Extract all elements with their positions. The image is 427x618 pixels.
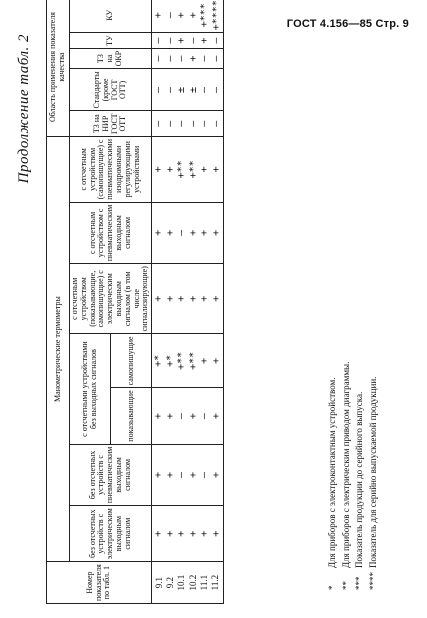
- table-cell: +: [164, 166, 176, 173]
- col-header-recording: самопишущие: [111, 334, 152, 388]
- table-cell: —: [199, 413, 211, 420]
- values-tz-okr: [152, 48, 224, 69]
- table-cell: +: [153, 229, 165, 236]
- values-ku: [152, 0, 224, 33]
- table-cell: +***: [199, 3, 211, 28]
- table-cell: +: [199, 166, 211, 173]
- table-cell: +: [187, 530, 199, 537]
- table-cell: +**: [176, 160, 188, 179]
- row-number: 9.2: [165, 576, 176, 589]
- footnote: [326, 362, 340, 590]
- group-header-scope: Область применения показателя качества: [47, 0, 70, 136]
- table-cell: +: [153, 530, 165, 537]
- table-cell: +: [187, 12, 199, 19]
- table-cell: +**: [176, 351, 188, 370]
- footnotes: [326, 362, 380, 590]
- table-cell: —: [153, 120, 165, 127]
- table-cell: —: [176, 55, 188, 62]
- footnote-text: Показатель для серийно выпускаемой продукции.: [367, 376, 378, 568]
- table-cell: +: [153, 295, 165, 302]
- table-cell: +: [187, 413, 199, 420]
- table-cell: +: [153, 471, 165, 478]
- table-cell: +: [199, 295, 211, 302]
- table-cell: +: [199, 530, 211, 537]
- table-cell: +: [153, 12, 165, 19]
- table-cell: —: [187, 120, 199, 127]
- table-cell: +: [199, 357, 211, 364]
- footnote-mark: *: [327, 585, 337, 590]
- table-cell: —: [164, 55, 176, 62]
- table-cell: +*: [153, 354, 165, 367]
- col-header-standards: Стандарты (кроме ГОСТ ОТТ): [70, 69, 152, 111]
- table-cell: —: [176, 229, 188, 236]
- col-header-no-device-electric: без отсчетных устройств с электрическим выходным сигналом: [70, 506, 152, 562]
- table-cell: +*: [164, 354, 176, 367]
- table-cell: —: [199, 55, 211, 62]
- table-cell: +: [176, 530, 188, 537]
- table-cell: —: [164, 86, 176, 93]
- table-cell: +: [164, 295, 176, 302]
- table-cell: —: [153, 37, 165, 44]
- col-header-with-device-electric: с отсчетным устройством (показывающие, самопишущие) с электрическим выходным сигналом (в том числе сигнализирующие): [70, 264, 152, 334]
- row-number: 11.1: [198, 574, 209, 591]
- table-cell: —: [176, 471, 188, 478]
- table-cell: —: [210, 86, 222, 93]
- col-header-with-device-regulating: с отсчетным устройством (самопишущие) с пневматическими изодромными регулирующими устройствами: [70, 136, 152, 202]
- col-header-indicating: показывающие: [111, 388, 152, 444]
- row-number: 10.1: [176, 574, 187, 591]
- table-cell: +: [210, 413, 222, 420]
- row-numbers-cell: [152, 562, 224, 604]
- table-cell: +: [210, 530, 222, 537]
- table-cell: +: [187, 229, 199, 236]
- table-cell: ±: [187, 86, 199, 93]
- footnote: [340, 362, 354, 590]
- quality-indicators-table: [46, 0, 224, 604]
- col-header-ku: КУ: [70, 0, 152, 33]
- col-header-tz-okr: ТЗ на ОКР: [70, 48, 152, 69]
- values-with-device-pneumatic: [152, 202, 224, 263]
- values-no-device-pneumatic: [152, 444, 224, 505]
- table-cell: +: [187, 295, 199, 302]
- table-cell: +: [199, 229, 211, 236]
- table-cell: +: [164, 413, 176, 420]
- table-cell: +**: [187, 160, 199, 179]
- table-cell: —: [199, 86, 211, 93]
- values-tu: [152, 33, 224, 49]
- footnote: [353, 362, 367, 590]
- footnote-text: Для приборов с электрическим приводом диаграммы.: [340, 361, 351, 568]
- table-cell: —: [176, 120, 188, 127]
- footnote-text: Для приборов с электроконтактным устройством.: [327, 377, 337, 568]
- table-cell: ±: [176, 86, 188, 93]
- table-cell: +: [176, 37, 188, 44]
- table-cell: —: [199, 120, 211, 127]
- values-indicating: [152, 388, 224, 444]
- row-number: 10.2: [187, 574, 198, 591]
- table-cell: +: [187, 471, 199, 478]
- col-header-tu: ТУ: [70, 33, 152, 49]
- footnote-mark: **: [340, 581, 351, 590]
- table-cell: +: [210, 229, 222, 236]
- table-cell: —: [153, 86, 165, 93]
- values-standards: [152, 69, 224, 111]
- continuation-title: Продолжение табл. 2: [16, 34, 32, 184]
- table-cell: +: [153, 166, 165, 173]
- table-cell: +: [210, 166, 222, 173]
- values-tz-nir: [152, 111, 224, 137]
- table-cell: +: [210, 471, 222, 478]
- table-cell: —: [176, 413, 188, 420]
- footnote: [367, 362, 381, 590]
- table-cell: +: [176, 295, 188, 302]
- table-cell: —: [210, 55, 222, 62]
- row-number: 9.1: [153, 576, 164, 589]
- values-recording: [152, 334, 224, 388]
- footnote-mark: ****: [367, 572, 378, 590]
- table-cell: +: [210, 295, 222, 302]
- table-cell: —: [164, 12, 176, 19]
- col-header-with-device-group: с отсчетными устройствами без выходных сигналов: [70, 334, 111, 444]
- table-cell: +: [164, 229, 176, 236]
- group-header-manometric: Манометрические термометры: [47, 136, 70, 561]
- page-header: ГОСТ 4.156—85 Стр. 9: [286, 18, 409, 30]
- table-cell: +**: [187, 351, 199, 370]
- values-with-device-regulating: [152, 136, 224, 202]
- table-cell: +****: [210, 0, 222, 31]
- row-number: 11.2: [210, 574, 221, 591]
- col-header-with-device-pneumatic: с отсчетным устройством с пневматическим выходным сигналом: [70, 202, 152, 263]
- col-header-no-device-pneumatic: без отсчетных устройств с пневматическим выходным сигналом: [70, 444, 152, 505]
- footnote-mark: ***: [354, 576, 364, 590]
- table-cell: —: [210, 37, 222, 44]
- table-cell: +: [176, 12, 188, 19]
- values-no-device-electric: [152, 506, 224, 562]
- table-cell: +: [210, 357, 222, 364]
- table-cell: +: [164, 530, 176, 537]
- table-cell: —: [164, 37, 176, 44]
- table-cell: +: [199, 37, 211, 44]
- values-with-device-electric: [152, 264, 224, 334]
- table-cell: +: [164, 471, 176, 478]
- table-cell: —: [164, 120, 176, 127]
- table-cell: —: [187, 37, 199, 44]
- table-cell: +: [153, 413, 165, 420]
- table-cell: —: [210, 120, 222, 127]
- col-header-tz-nir: ТЗ на НИР ГОСТ ОТТ: [70, 111, 152, 137]
- table-cell: +: [187, 55, 199, 62]
- table-cell: —: [199, 471, 211, 478]
- footnote-text: Показатель продукции до серийного выпуска.: [354, 391, 364, 568]
- col-header-number: Номер показателя по табл. 1: [47, 562, 152, 604]
- table-cell: —: [153, 55, 165, 62]
